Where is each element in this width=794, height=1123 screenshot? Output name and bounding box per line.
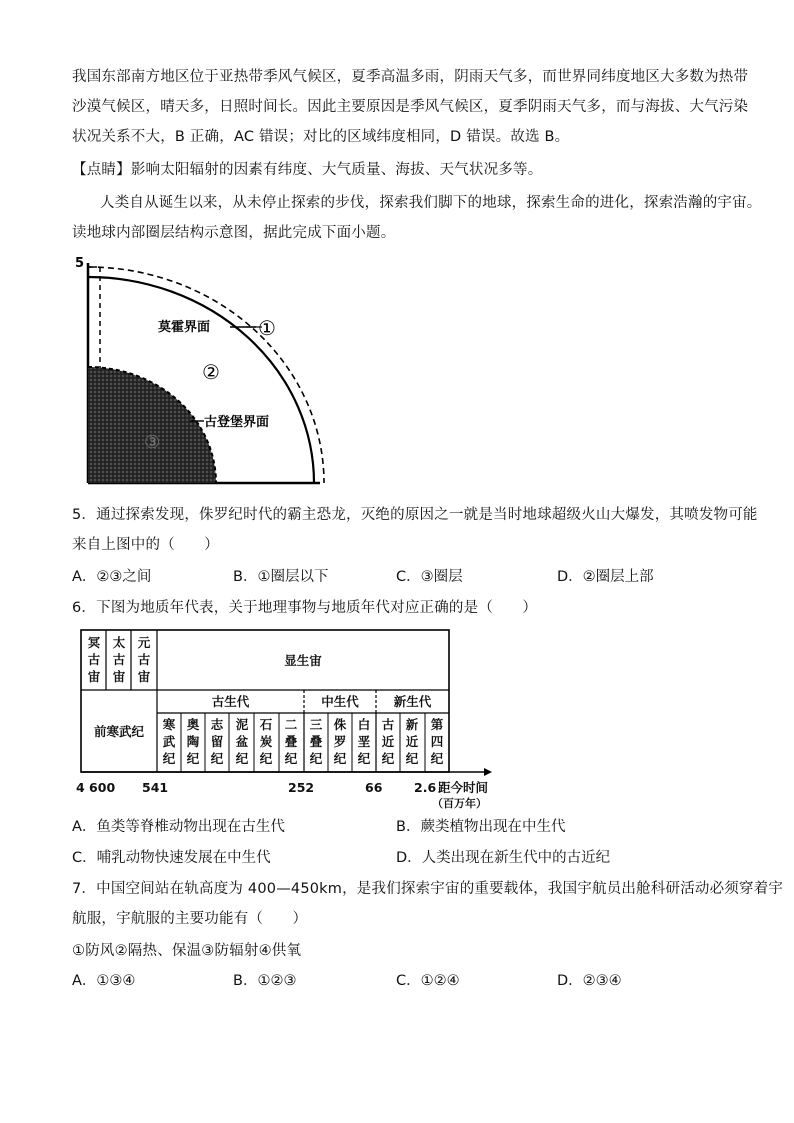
q6-stem: 6．下图为地质年代表，关于地理事物与地质年代对应正确的是（ ） — [72, 600, 538, 616]
precambrian-label: 前寒武纪 — [93, 724, 144, 739]
eon-proterozoic: 元古宙 — [137, 635, 151, 684]
period-triassic: 三叠纪 — [309, 717, 323, 766]
period-carboniferous: 石炭纪 — [259, 717, 273, 766]
eon-archean: 太古宙 — [112, 635, 126, 684]
q7-stem-line-1: 7．中国空间站在轨高度为 400—450km，是我们探索宇宙的重要载体，我国宇航员出舱科研活动必须穿着宇 — [72, 881, 784, 897]
tip-text: 影响太阳辐射的因素有纬度、大气质量、海拔、天气状况多等。 — [130, 162, 543, 178]
q5-option-b[interactable]: B．①圈层以下 — [233, 569, 329, 585]
q6-option-b[interactable]: B．蕨类植物出现在中生代 — [396, 819, 566, 835]
circle1-label: ① — [258, 316, 276, 340]
q7-option-c[interactable]: C．①②④ — [396, 973, 460, 989]
q5-stem-line-2: 来自上图中的（ ） — [72, 537, 219, 553]
earth-interior-diagram — [70, 255, 330, 487]
tick-2-6: 2.6 — [414, 780, 437, 795]
era-mesozoic: 中生代 — [321, 694, 359, 709]
q7-option-b[interactable]: B．①②③ — [233, 973, 297, 989]
q5-option-a[interactable]: A．②③之间 — [72, 569, 152, 585]
period-cretaceous: 白垩纪 — [357, 717, 371, 766]
tip-line — [72, 160, 542, 180]
passage-line-1: 人类自从诞生以来，从未停止探索的步伐，探索我们脚下的地球，探索生命的进化，探索浩瀚的宇宙。 — [100, 195, 762, 211]
period-neogene: 新近纪 — [405, 717, 419, 766]
period-permian: 二叠纪 — [284, 717, 298, 766]
axis-unit: （百万年） — [432, 797, 487, 810]
q7-stem-line-2: 航服，宇航服的主要功能有（ ） — [72, 911, 308, 927]
q7-option-d[interactable]: D．②③④ — [557, 973, 622, 989]
geologic-time-table — [76, 629, 500, 811]
q7-items: ①防风②隔热、保温③防辐射④供氧 — [72, 943, 302, 959]
period-cambrian: 寒武纪 — [162, 717, 176, 766]
tick-66: 66 — [365, 780, 383, 795]
gutenberg-label: 古登堡界面 — [204, 415, 270, 430]
tick-4600: 4 600 — [76, 780, 116, 795]
period-ordovician: 奥陶纪 — [186, 717, 200, 766]
period-paleogene: 古近纪 — [381, 717, 395, 766]
axis-top-label: 5 — [74, 256, 84, 271]
axis-label: 距今时间 — [438, 780, 489, 795]
q5-stem-line-1: 5．通过探索发现，侏罗纪时代的霸主恐龙，灭绝的原因之一就是当时地球超级火山大爆发，其喷发物可能 — [72, 507, 758, 523]
moho-label: 莫霍界面 — [158, 320, 211, 335]
tick-252: 252 — [288, 780, 315, 795]
era-paleozoic: 古生代 — [211, 694, 250, 709]
period-devonian: 泥盆纪 — [235, 717, 249, 766]
core-region — [88, 367, 216, 483]
q7-option-a[interactable]: A．①③④ — [72, 973, 136, 989]
intro-line-1: 我国东部南方地区位于亚热带季风气候区，夏季高温多雨，阴雨天气多，而世界同纬度地区大多数为热带 — [72, 69, 749, 85]
intro-line-2: 沙漠气候区，晴天多，日照时间长。因此主要原因是季风气候区，夏季阴雨天气多，而与海拔、大气污染 — [72, 99, 749, 115]
circle3-label: ③ — [144, 432, 161, 453]
q5-option-d[interactable]: D．②圈层上部 — [557, 569, 654, 585]
tick-541: 541 — [142, 780, 169, 795]
era-cenozoic: 新生代 — [393, 694, 432, 709]
tip-label: 【点睛】 — [72, 162, 131, 178]
q5-option-c[interactable]: C．③圈层 — [396, 569, 463, 585]
period-jurassic: 侏罗纪 — [333, 717, 347, 766]
q6-option-c[interactable]: C．哺乳动物快速发展在中生代 — [72, 850, 271, 866]
circle2-label: ② — [202, 360, 220, 384]
intro-line-3: 状况关系不大，B 正确，AC 错误；对比的区域纬度相同，D 错误。故选 B。 — [72, 129, 570, 145]
eon-phanerozoic: 显生宙 — [284, 653, 322, 668]
period-silurian: 志留纪 — [210, 717, 224, 766]
q6-option-d[interactable]: D．人类出现在新生代中的古近纪 — [396, 850, 611, 866]
passage-line-2: 读地球内部圈层结构示意图，据此完成下面小题。 — [72, 225, 396, 241]
period-quaternary: 第四纪 — [430, 717, 444, 766]
q6-option-a[interactable]: A．鱼类等脊椎动物出现在古生代 — [72, 819, 285, 835]
eon-hadean: 冥古宙 — [87, 635, 101, 684]
